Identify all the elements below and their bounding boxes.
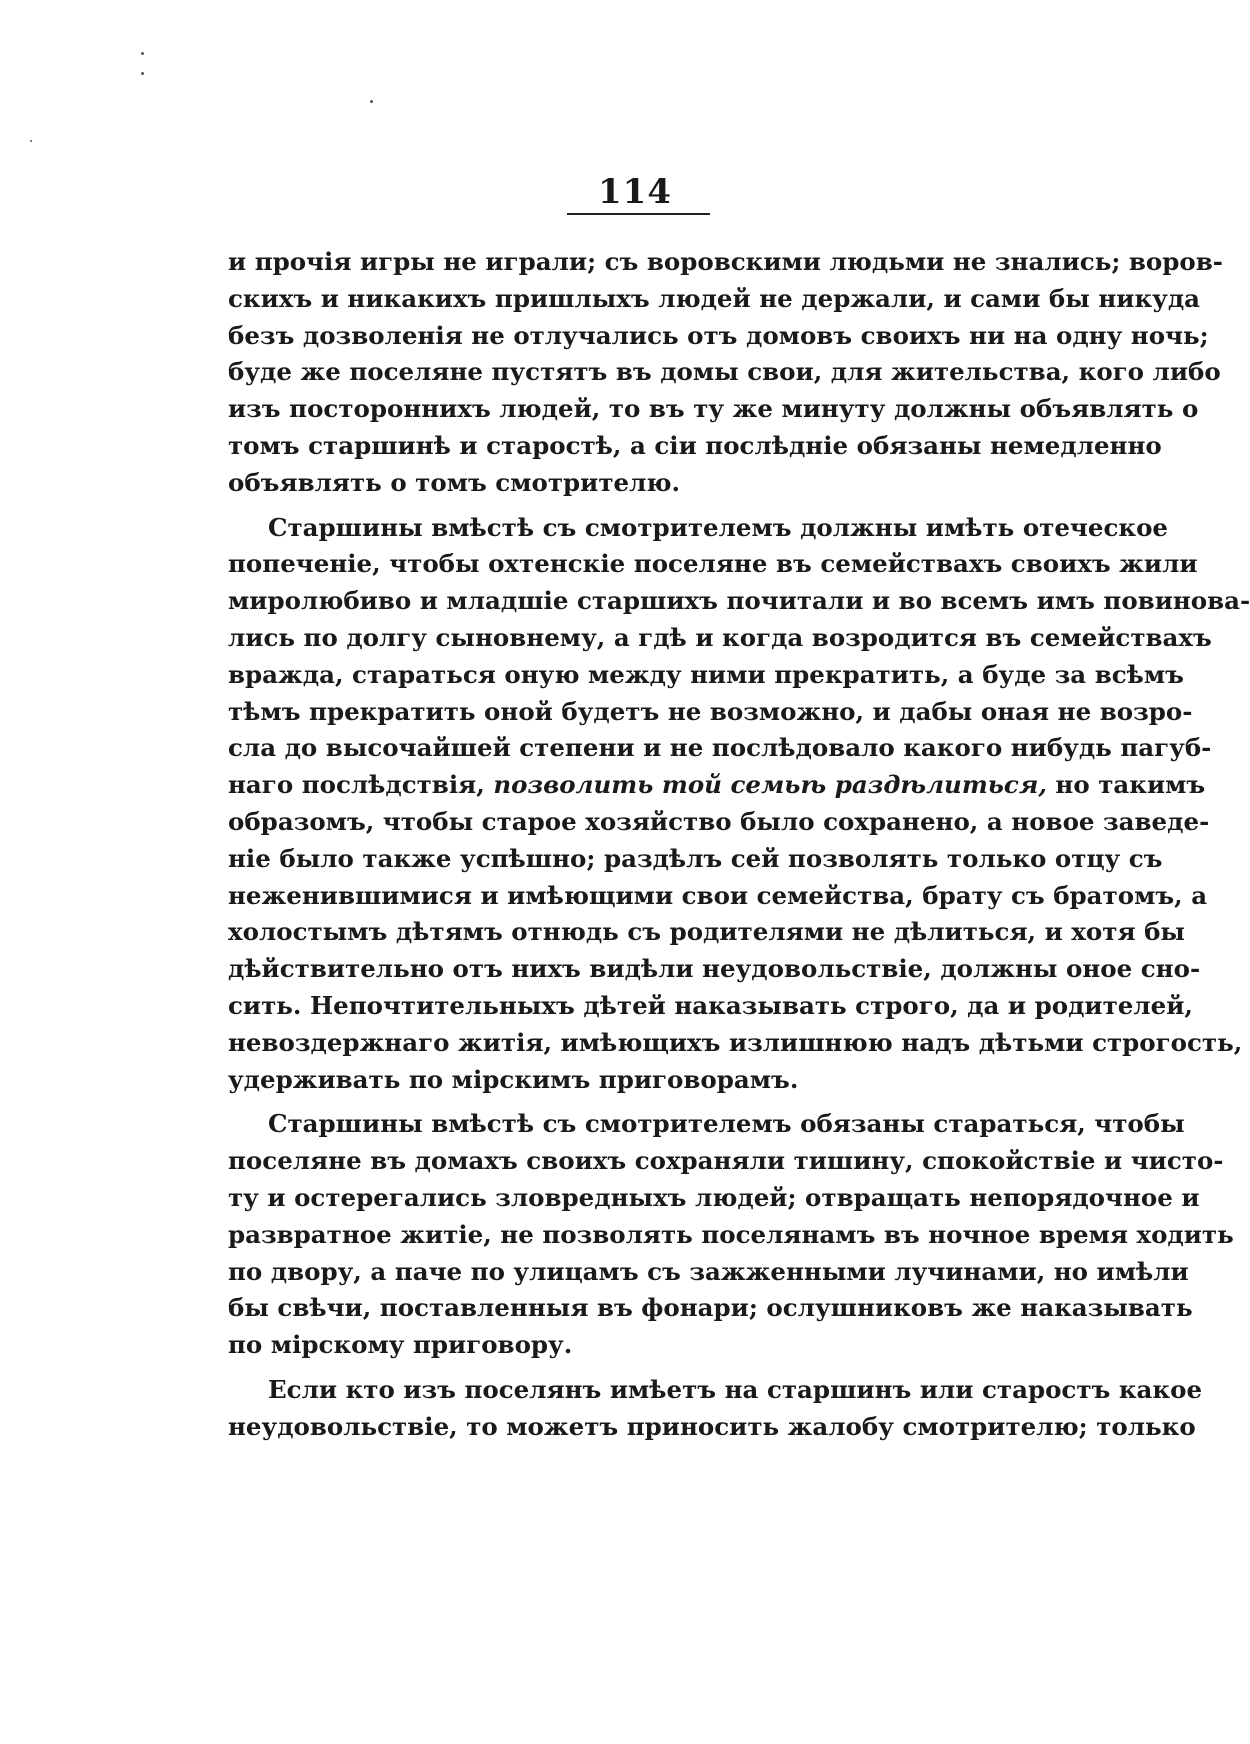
text-line: скихъ и никакихъ пришлыхъ людей не держали, и сами бы никуда <box>228 283 1201 313</box>
text-line: по двору, а паче по улицамъ съ зажженными лучинами, но имѣли <box>228 1256 1189 1286</box>
text-line: миролюбиво и младшіе старшихъ почитали и во всемъ имъ повинова- <box>228 586 1250 616</box>
text-line: томъ старшинѣ и старостѣ, а сіи послѣдніе обязаны немедленно <box>228 430 1162 460</box>
text-line: объявлять о томъ смотрителю. <box>228 467 681 497</box>
text-segment: но такимъ <box>1055 770 1206 800</box>
text-line: Старшины вмѣстѣ съ смотрителемъ должны имѣть отеческое <box>268 512 1168 542</box>
text-line: неудовольствіе, то можетъ приносить жалобу смотрителю; только <box>228 1411 1196 1441</box>
text-line: сла до высочайшей степени и не послѣдовало какого нибудь пагуб- <box>228 733 1212 763</box>
text-line: удерживать по мірскимъ приговорамъ. <box>228 1064 799 1094</box>
text-line: попеченіе, чтобы охтенскіе поселяне въ семействахъ своихъ жили <box>228 549 1198 579</box>
text-line: тѣмъ прекратить оной будетъ не возможно, и дабы оная не возро- <box>228 696 1193 726</box>
text-line: буде же поселяне пустятъ въ домы свои, для жительства, кого либо <box>228 357 1221 387</box>
text-line: сить. Непочтительныхъ дѣтей наказывать строго, да и родителей, <box>228 990 1193 1020</box>
scan-speck <box>370 100 373 103</box>
text-line: неженившимися и имѣющими свои семейства, брату съ братомъ, а <box>228 880 1208 910</box>
page-number-rule <box>567 213 710 215</box>
text-line: дѣйствительно отъ нихъ видѣли неудовольствіе, должны оное сно- <box>228 954 1201 984</box>
scan-speck <box>141 52 144 55</box>
text-line: безъ дозволенія не отлучались отъ домовъ своихъ ни на одну ночь; <box>228 320 1209 350</box>
text-line: по мірскому приговору. <box>228 1330 573 1360</box>
text-line: холостымъ дѣтямъ отнюдь съ родителями не дѣлиться, и хотя бы <box>228 917 1185 947</box>
scan-speck <box>30 140 32 142</box>
text-line-with-italic <box>228 767 1206 804</box>
text-line: изъ постороннихъ людей, то въ ту же минуту должны объявлять о <box>228 394 1199 424</box>
italic-phrase: позволить той семьѣ раздѣлиться, <box>493 770 1047 800</box>
text-line: Старшины вмѣстѣ съ смотрителемъ обязаны стараться, чтобы <box>268 1109 1185 1139</box>
text-line: лись по долгу сыновнему, а гдѣ и когда возродится въ семействахъ <box>228 622 1212 652</box>
text-line: вражда, стараться оную между ними прекратить, а буде за всѣмъ <box>228 659 1184 689</box>
body-text <box>228 244 1250 1446</box>
text-line: поселяне въ домахъ своихъ сохраняли тишину, спокойствіе и чисто- <box>228 1146 1224 1176</box>
text-line: бы свѣчи, поставленныя въ фонари; ослушниковъ же наказывать <box>228 1293 1193 1323</box>
text-line: ту и остерегались зловредныхъ людей; отвращать непорядочное и <box>228 1182 1200 1212</box>
text-line: невоздержнаго житія, имѣющихъ излишнюю надъ дѣтьми строгость, <box>228 1027 1243 1057</box>
text-line: развратное житіе, не позволять поселянамъ въ ночное время ходить <box>228 1219 1234 1249</box>
text-line: и прочія игры не играли; съ воровскими людьми не знались; воров- <box>228 247 1223 276</box>
scan-speck <box>141 72 144 75</box>
text-line: Если кто изъ поселянъ имѣетъ на старшинъ или старостъ какое <box>268 1374 1203 1404</box>
text-segment: наго послѣдствія, <box>228 770 485 800</box>
text-line: образомъ, чтобы старое хозяйство было сохранено, а новое заведе- <box>228 806 1210 836</box>
page-number: 114 <box>598 172 672 212</box>
text-line: ніе было также успѣшно; раздѣлъ сей позволять только отцу съ <box>228 843 1163 873</box>
